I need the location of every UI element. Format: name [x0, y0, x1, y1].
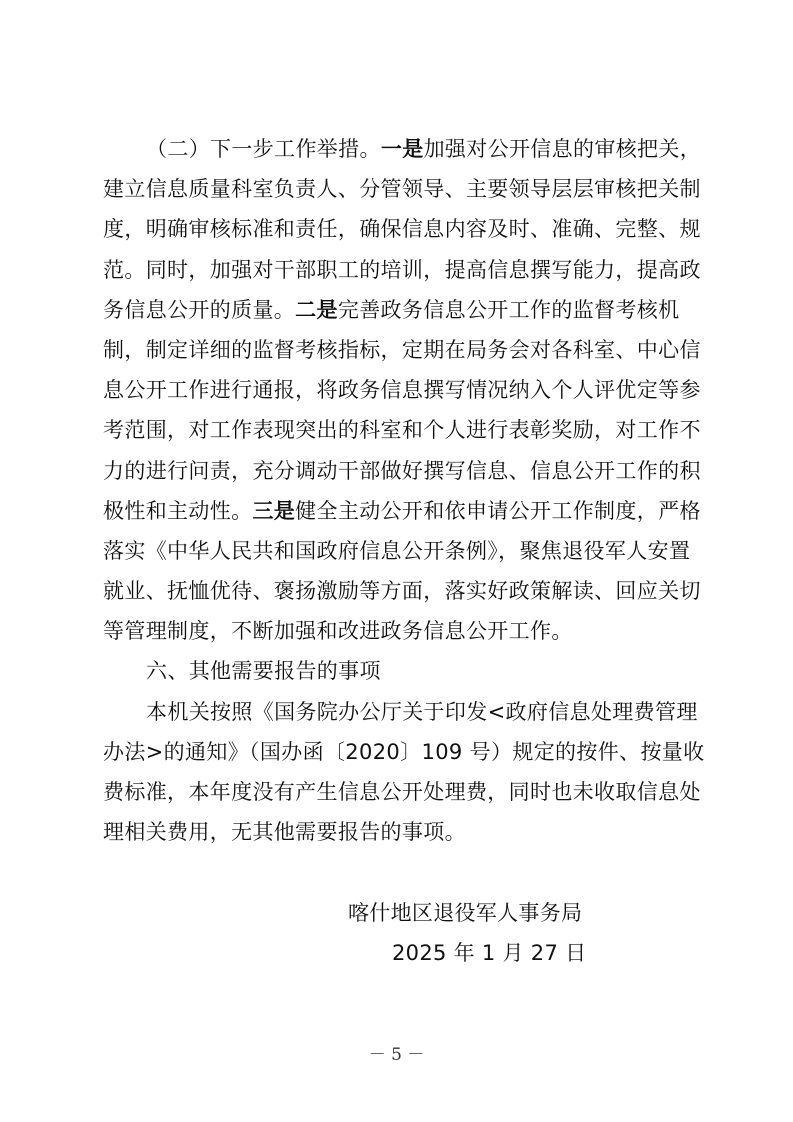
- paragraph-line: 考范围，对工作表现突出的科室和个人进行表彰奖励，对工作不: [103, 418, 701, 442]
- paragraph-line: 费标准，本年度没有产生信息公开处理费，同时也未收取信息处: [103, 780, 701, 804]
- paragraph-line: 等管理制度，不断加强和改进政务信息公开工作。: [103, 619, 573, 643]
- paragraph-line: 建立信息质量科室负责人、分管领导、主要领导层层审核把关制: [103, 177, 701, 201]
- paragraph-line: 务信息公开的质量。二是完善政务信息公开工作的监督考核机: [103, 298, 680, 322]
- paragraph-line: 力的进行问责，充分调动干部做好撰写信息、信息公开工作的积: [103, 459, 701, 483]
- key-point-one: 一是: [380, 137, 424, 161]
- paragraph-line: 理相关费用，无其他需要报告的事项。: [103, 820, 466, 844]
- paragraph-line: 范。同时，加强对干部职工的培训，提高信息撰写能力，提高政: [103, 258, 701, 282]
- paragraph-line: 本机关按照《国务院办公厅关于印发<政府信息处理费管理: [146, 700, 698, 724]
- paragraph-line: 制，制定详细的监督考核指标，定期在局务会对各科室、中心信: [103, 338, 701, 362]
- paragraph-line: 度，明确审核标准和责任，确保信息内容及时、准确、完整、规: [103, 217, 701, 241]
- signature-date: 2025 年 1 月 27 日: [392, 941, 587, 965]
- key-point-three: 三是: [252, 499, 296, 523]
- paragraph-line: 极性和主动性。三是健全主动公开和依申请公开工作制度，严格: [103, 499, 701, 523]
- paragraph-line: 息公开工作进行通报，将政务信息撰写情况纳入个人评优定等参: [103, 378, 701, 402]
- paragraph-line: 就业、抚恤优待、褒扬激励等方面，落实好政策解读、回应关切: [103, 579, 701, 603]
- page-number: － 5 －: [368, 1045, 425, 1065]
- paragraph-line: （二）下一步工作举措。一是加强对公开信息的审核把关，: [146, 137, 702, 161]
- key-point-two: 二是: [295, 298, 338, 322]
- paragraph-line: 办法>的通知》（国办函〔2020〕109 号）规定的按件、按量收: [103, 740, 705, 764]
- paragraph-line: 落实《中华人民共和国政府信息公开条例》，聚焦退役军人安置: [103, 539, 691, 563]
- section-six-heading: 六、其他需要报告的事项: [146, 659, 381, 683]
- signature-org: 喀什地区退役军人事务局: [348, 901, 583, 925]
